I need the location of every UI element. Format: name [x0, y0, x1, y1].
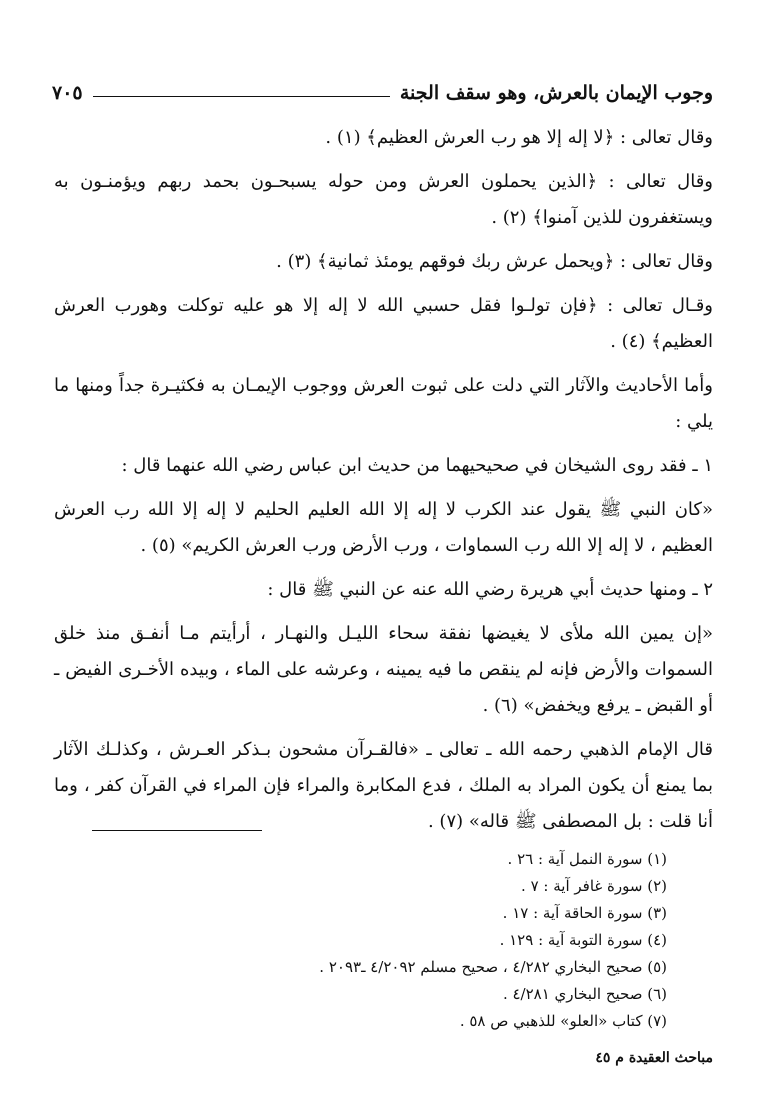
page-number: ٧٠٥: [52, 82, 83, 104]
paragraph-verse-4: وقـال تعالى : ﴿فإن تولـوا فقل حسبي الله لا إله إلا هو عليه توكلت وهورب العرش العظيم﴾ (٤) .: [54, 295, 713, 352]
paragraph-hadith-2-intro: ٢ ـ ومنها حديث أبي هريرة رضي الله عنه عن النبي ﷺ قال :: [267, 579, 713, 600]
paragraph-dhahabi-quote: قال الإمام الذهبي رحمه الله ـ تعالى ـ «فالقـرآن مشحون بـذكر العـرش ، وكذلـك الآثار بما يمنع أن يكون المراد به الملك ، فدع المكابرة والمراء فإن المراء في القرآن كفر ، وما أنا قلت : بل المصطفى ﷺ قاله» (٧) .: [54, 739, 713, 832]
footnote-item: (١) سورة النمل آية : ٢٦ .: [507, 850, 667, 868]
footnote-item: (٧) كتاب «العلو» للذهبي ص ٥٨ .: [459, 1012, 667, 1030]
paragraph-hadith-1-text: «كان النبي ﷺ يقول عند الكرب لا إله إلا الله العليم الحليم لا إله إلا الله رب العرش العظيم ، لا إله إلا الله رب السماوات ، ورب الأرض ورب العرش الكريم» (٥) .: [54, 499, 713, 556]
header-title: وجوب الإيمان بالعرش، وهو سقف الجنة: [399, 82, 713, 104]
paragraph-hadith-2-text: «إن يمين الله ملأى لا يغيضها نفقة سحاء الليـل والنهـار ، أرأيتم مـا أنفـق منذ خلق السموات والأرض فإنه لم ينقص ما فيه يمينه ، وعرشه على الماء ، وبيده الأخـرى الفيض ـ أو القبض ـ يرفع ويخفض» (٦) .: [54, 623, 713, 716]
footnote-item: (٢) سورة غافر آية : ٧ .: [521, 877, 667, 895]
footnote-item: (٥) صحيح البخاري ٤/٢٨٢ ، صحيح مسلم ٤/٢٠٩٢ ـ٢٠٩٣ .: [319, 958, 667, 976]
footnote-item: (٦) صحيح البخاري ٤/٢٨١ .: [502, 985, 667, 1003]
footnote-item: (٣) سورة الحاقة آية : ١٧ .: [502, 904, 667, 922]
footnotes-list: [120, 846, 667, 1035]
signature-mark: مباحث العقيدة م ٤٥: [595, 1050, 713, 1066]
paragraph-hadith-intro: وأما الأحاديث والآثار التي دلت على ثبوت العرش ووجوب الإيمـان به فكثيـرة جداً ومنها ما يلي :: [54, 375, 713, 432]
paragraph-verse-3: وقال تعالى : ﴿ويحمل عرش ربك فوقهم يومئذ ثمانية﴾ (٣) .: [276, 251, 713, 272]
paragraph-verse-1: وقال تعالى : ﴿لا إله إلا هو رب العرش العظيم﴾ (١) .: [325, 127, 713, 148]
footnote-separator: [92, 830, 262, 831]
header-rule: [93, 96, 390, 97]
running-header: [52, 78, 713, 108]
paragraph-verse-2: وقال تعالى : ﴿الذين يحملون العرش ومن حوله يسبحـون بحمد ربهم ويؤمنـون به ويستغفرون للذين آمنوا﴾ (٢) .: [54, 171, 713, 228]
paragraph-hadith-1-intro: ١ ـ فقد روى الشيخان في صحيحيهما من حديث ابن عباس رضي الله عنهما قال :: [121, 455, 713, 476]
footnote-item: (٤) سورة التوبة آية : ١٢٩ .: [499, 931, 667, 949]
main-text: [54, 120, 713, 848]
